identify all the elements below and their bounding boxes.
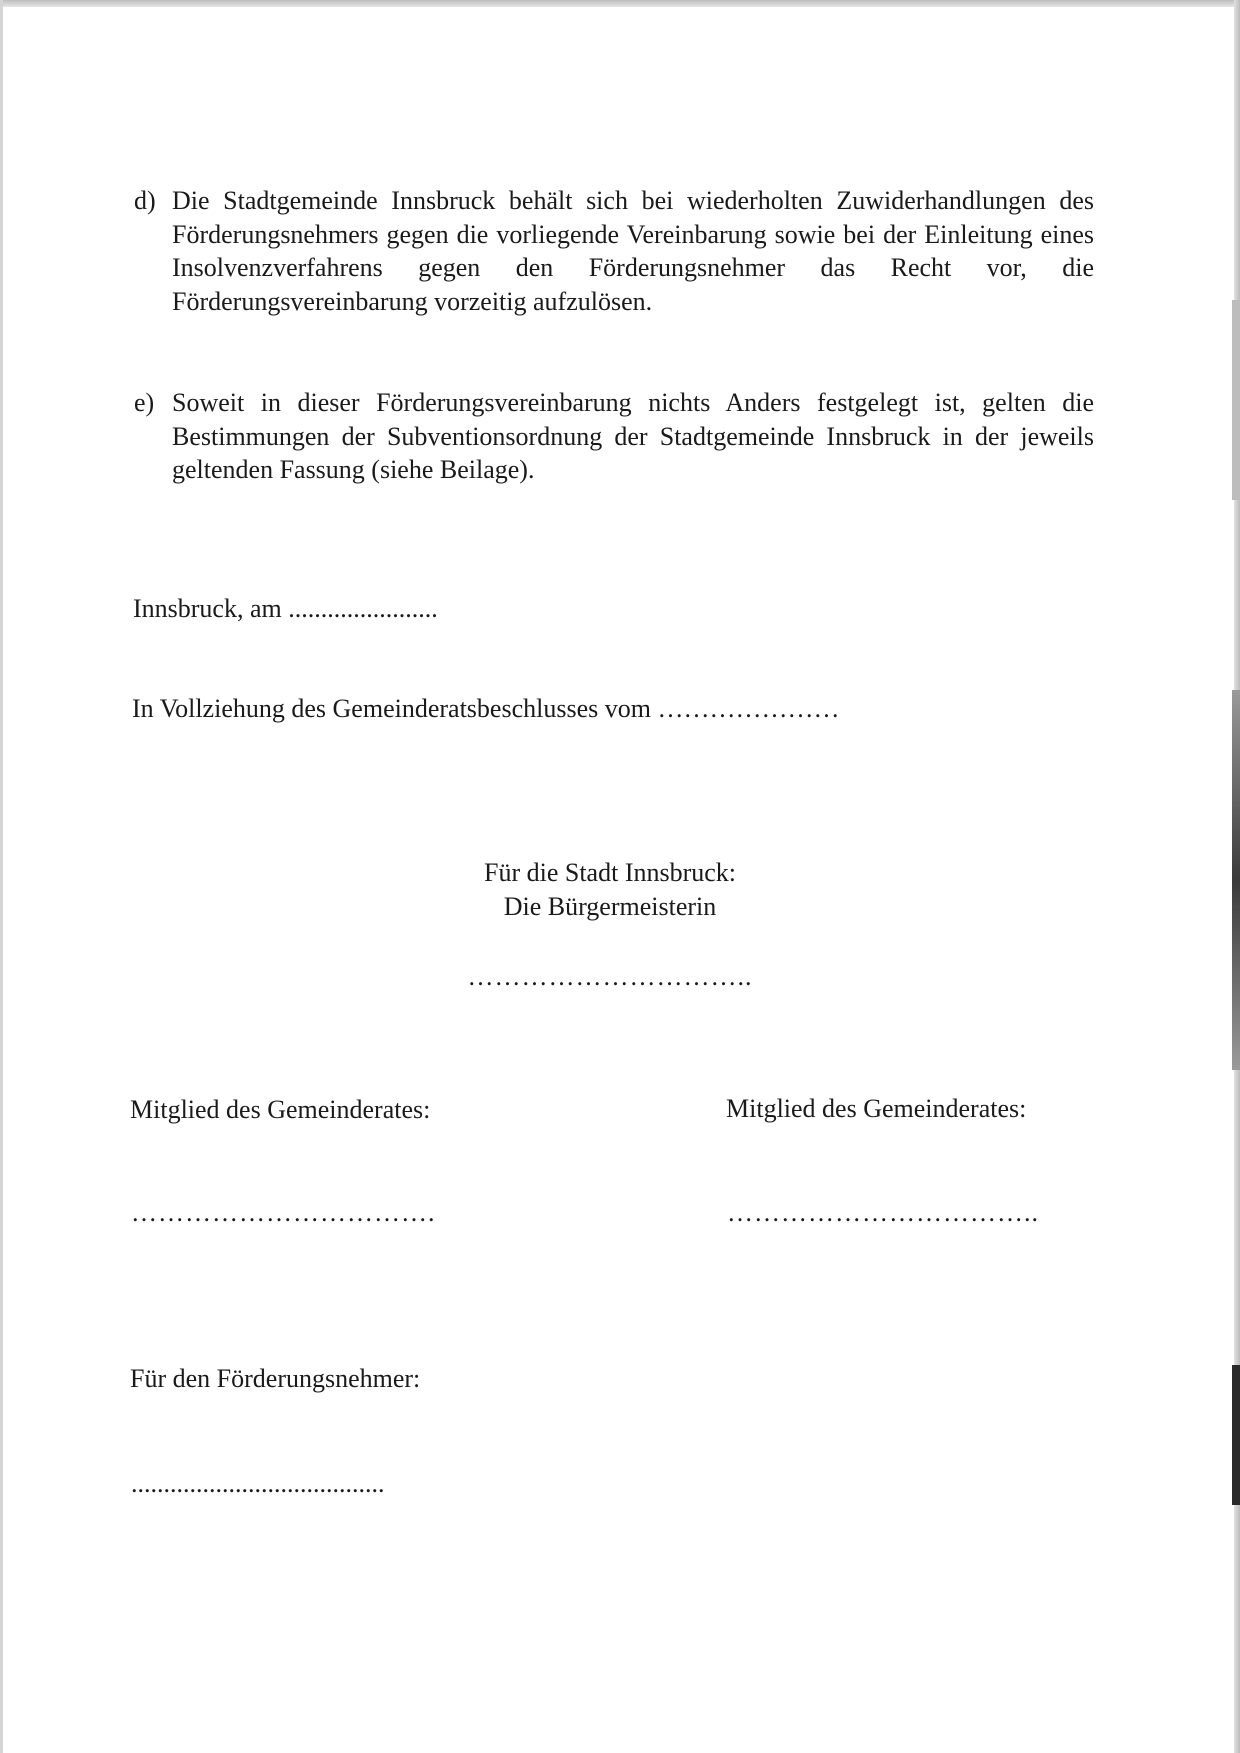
clause-marker: d) <box>134 186 156 215</box>
place-date-line: Innsbruck, am ....................... <box>133 594 438 623</box>
council-member-right-signature-line: …………………………….. <box>727 1198 1039 1227</box>
mayor-signature-line: ………………………….. <box>467 962 753 991</box>
council-member-left-signature-line: ……………………………. <box>131 1198 436 1227</box>
recipient-signature-line: ....................................... <box>131 1469 385 1498</box>
council-resolution-line: In Vollziehung des Gemeinderatsbeschlusses vom ………………… <box>132 694 840 723</box>
clause-d <box>134 184 1094 318</box>
clause-text: Soweit in dieser Förderungsvereinbarung nichts Anders festgelegt ist, gelten die Bestimmungen der Subventionsordnung der Stadtgemeinde Innsbruck in der jeweils geltenden Fassung (siehe Beilage). <box>172 388 1094 484</box>
mayor-organization: Für die Stadt Innsbruck: <box>483 858 737 887</box>
clause-marker: e) <box>134 388 155 417</box>
mayor-title: Die Bürgermeisterin <box>503 892 717 921</box>
recipient-label: Für den Förderungsnehmer: <box>130 1364 421 1393</box>
clause-text: Die Stadtgemeinde Innsbruck behält sich bei wiederholten Zuwiderhandlungen des Förderungsnehmers gegen die vorliegende Vereinbarung sowie bei der Einleitung eines Insolvenzverfahrens gegen den Förderungsnehmer das Recht vor, die Förderungsvereinbarung vorzeitig aufzulösen. <box>172 186 1094 316</box>
clause-e <box>134 386 1094 487</box>
council-member-right-label: Mitglied des Gemeinderates: <box>726 1094 1027 1123</box>
council-member-left-label: Mitglied des Gemeinderates: <box>130 1095 431 1124</box>
